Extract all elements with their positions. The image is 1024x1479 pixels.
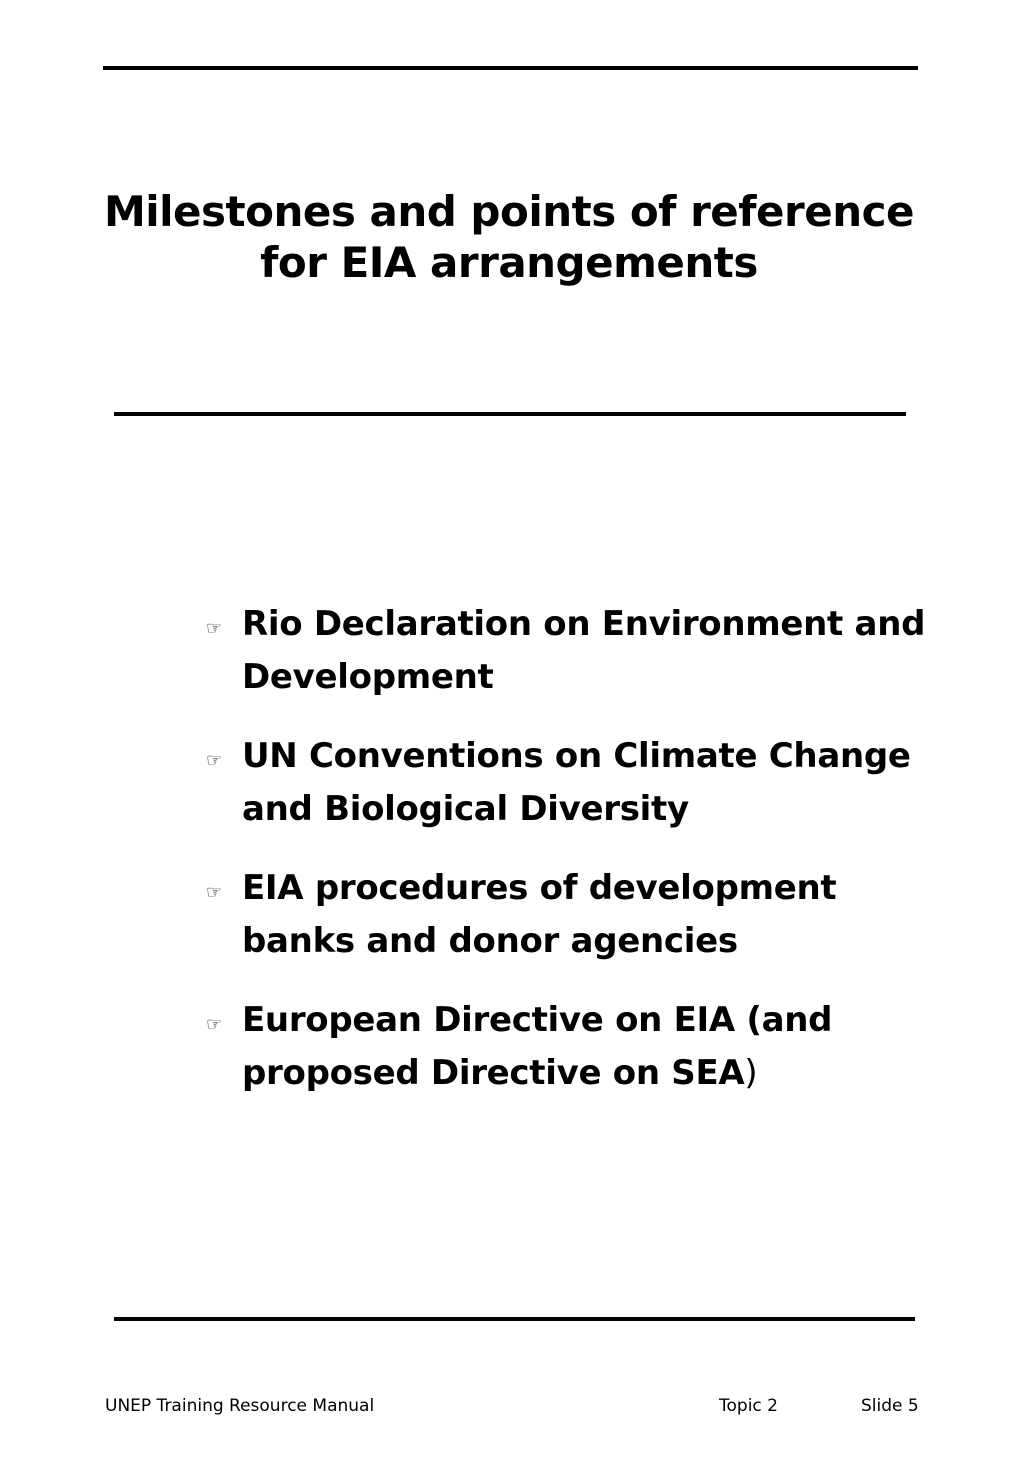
bullet-item (206, 862, 926, 968)
bullet-item (206, 598, 926, 704)
pointing-hand-icon: ☞ (206, 882, 222, 903)
bullet-line-text: proposed Directive on SEA (242, 1053, 745, 1093)
slide-title (100, 186, 918, 288)
footer-manual-title: UNEP Training Resource Manual (105, 1396, 375, 1416)
slide-title-line-1: Milestones and points of reference (103, 187, 915, 236)
bullet-line: Development (242, 657, 494, 697)
footer-slide-number: Slide 5 (861, 1396, 919, 1416)
title-divider (114, 412, 906, 416)
bullet-list (206, 598, 926, 1126)
bullet-line (242, 1047, 926, 1100)
footer-divider (114, 1317, 915, 1321)
bullet-line: UN Conventions on Climate Change (242, 736, 911, 776)
pointing-hand-icon: ☞ (206, 1014, 222, 1035)
bullet-line: European Directive on EIA (and (242, 1000, 833, 1040)
closing-parenthesis: ) (744, 1053, 758, 1093)
pointing-hand-icon: ☞ (206, 618, 222, 639)
footer-topic: Topic 2 (719, 1396, 778, 1416)
bullet-item (206, 994, 926, 1100)
bullet-line: and Biological Diversity (242, 789, 689, 829)
top-divider (103, 66, 918, 70)
bullet-line: banks and donor agencies (242, 921, 738, 961)
pointing-hand-icon: ☞ (206, 750, 222, 771)
bullet-line: EIA procedures of development (242, 868, 837, 908)
bullet-line: Rio Declaration on Environment and (242, 604, 926, 644)
slide-title-line-2: for EIA arrangements (260, 238, 758, 287)
bullet-item (206, 730, 926, 836)
